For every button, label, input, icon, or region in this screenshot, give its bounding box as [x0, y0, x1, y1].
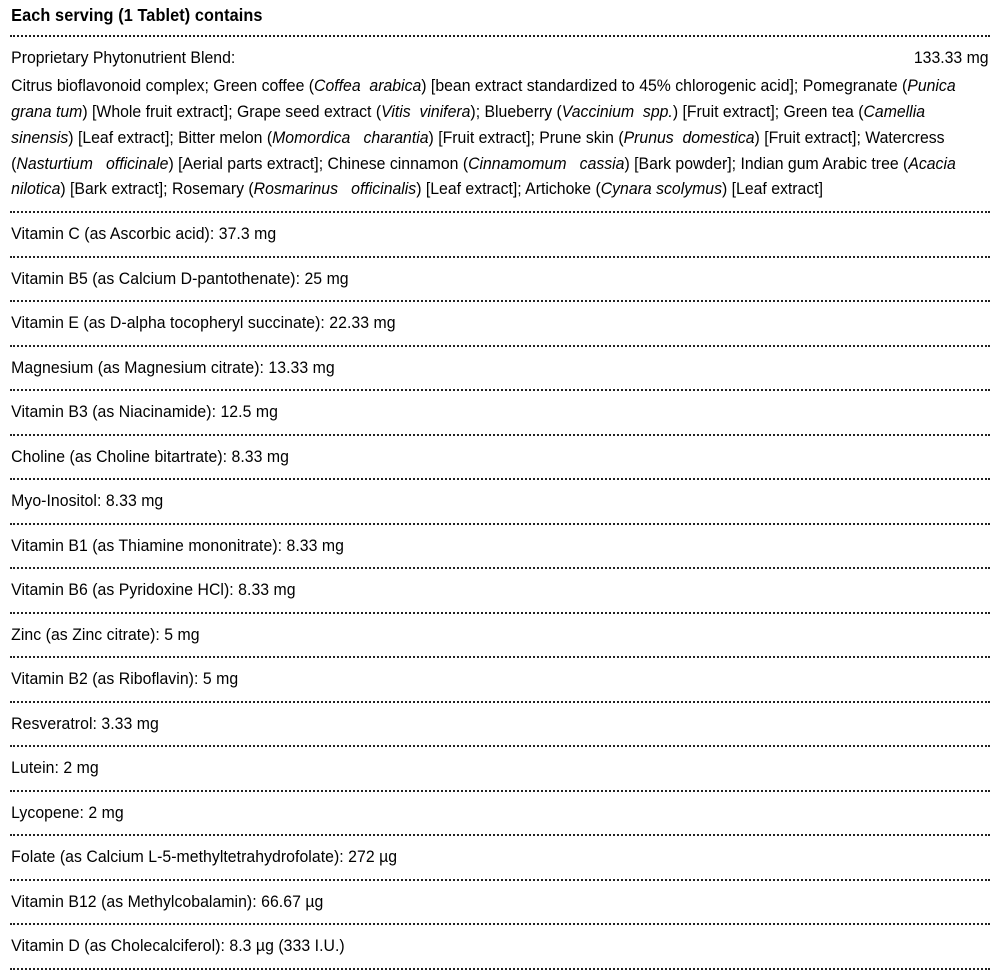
nutrient-row: [0, 569, 1000, 612]
nutrient-text: Vitamin B5 (as Calcium D-pantothenate): 25 mg: [11, 268, 349, 288]
nutrient-row: [0, 480, 1000, 523]
blend-amount: 133.33 mg: [913, 47, 989, 67]
nutrient-list: [0, 213, 1000, 970]
nutrient-text: Vitamin B6 (as Pyridoxine HCl): 8.33 mg: [11, 580, 296, 600]
nutrient-text: Vitamin C (as Ascorbic acid): 37.3 mg: [11, 224, 277, 244]
blend-ingredients: Citrus bioflavonoid complex; Green coffee (Coffea arabica) [bean extract standardized to 45% chlorogenic acid]; Pomegranate (Punica grana tum) [Whole fruit extract]; Grape seed extract (Vitis vinifera); Blueberry (Vaccinium spp.) [Fruit extract]; Green tea (Camellia sinensis) [Leaf extract]; Bitter melon (Momordica charantia) [Fruit extract]; Prune skin (Prunus domestica) [Fruit extract]; Watercress (Nasturtium officinale) [Aerial parts extract]; Chinese cinnamon (Cinnamomum cassia) [Bark powder]; Indian gum Arabic tree (Acacia nilotica) [Bark extract]; Rosemary (Rosmarinus officinalis) [Leaf extract]; Artichoke (Cynara scolymus) [Leaf extract]: [11, 76, 961, 199]
nutrient-text: Vitamin B12 (as Methylcobalamin): 66.67 µg: [11, 891, 324, 911]
nutrient-text: Resveratrol: 3.33 mg: [11, 713, 159, 733]
blend-name: Proprietary Phytonutrient Blend:: [11, 47, 236, 67]
nutrient-text: Magnesium (as Magnesium citrate): 13.33 mg: [11, 357, 335, 377]
nutrient-row: [0, 747, 1000, 790]
nutrient-row: [0, 525, 1000, 568]
nutrient-text: Folate (as Calcium L-5-methyltetrahydrofolate): 272 µg: [11, 847, 398, 867]
nutrient-row: [0, 347, 1000, 390]
nutrient-row: [0, 881, 1000, 924]
nutrient-text: Myo-Inositol: 8.33 mg: [11, 491, 164, 511]
nutrient-text: Vitamin B3 (as Niacinamide): 12.5 mg: [11, 402, 278, 422]
panel-header-title: Each serving (1 Tablet) contains: [11, 5, 263, 25]
nutrient-text: Lycopene: 2 mg: [11, 802, 124, 822]
nutrient-row: [0, 925, 1000, 968]
divider-nutrient: [10, 968, 990, 970]
nutrient-text: Vitamin E (as D-alpha tocopheryl succinate): 22.33 mg: [11, 313, 396, 333]
nutrient-text: Vitamin B2 (as Riboflavin): 5 mg: [11, 669, 239, 689]
nutrient-text: Zinc (as Zinc citrate): 5 mg: [11, 624, 200, 644]
nutrient-row: [0, 436, 1000, 479]
nutrient-row: [0, 658, 1000, 701]
nutrient-row: [0, 792, 1000, 835]
nutrient-row: [0, 391, 1000, 434]
nutrient-text: Lutein: 2 mg: [11, 758, 99, 778]
nutrient-row: [0, 302, 1000, 345]
nutrient-row: [0, 213, 1000, 256]
nutrient-row: [0, 836, 1000, 879]
nutrient-row: [0, 614, 1000, 657]
blend-row-header: [0, 37, 1000, 73]
nutrient-text: Vitamin D (as Cholecalciferol): 8.3 µg (333 I.U.): [11, 936, 345, 956]
nutrient-text: Vitamin B1 (as Thiamine mononitrate): 8.33 mg: [11, 535, 344, 555]
nutrient-row: [0, 703, 1000, 746]
nutrient-text: Choline (as Choline bitartrate): 8.33 mg: [11, 446, 289, 466]
nutrient-row: [0, 258, 1000, 301]
